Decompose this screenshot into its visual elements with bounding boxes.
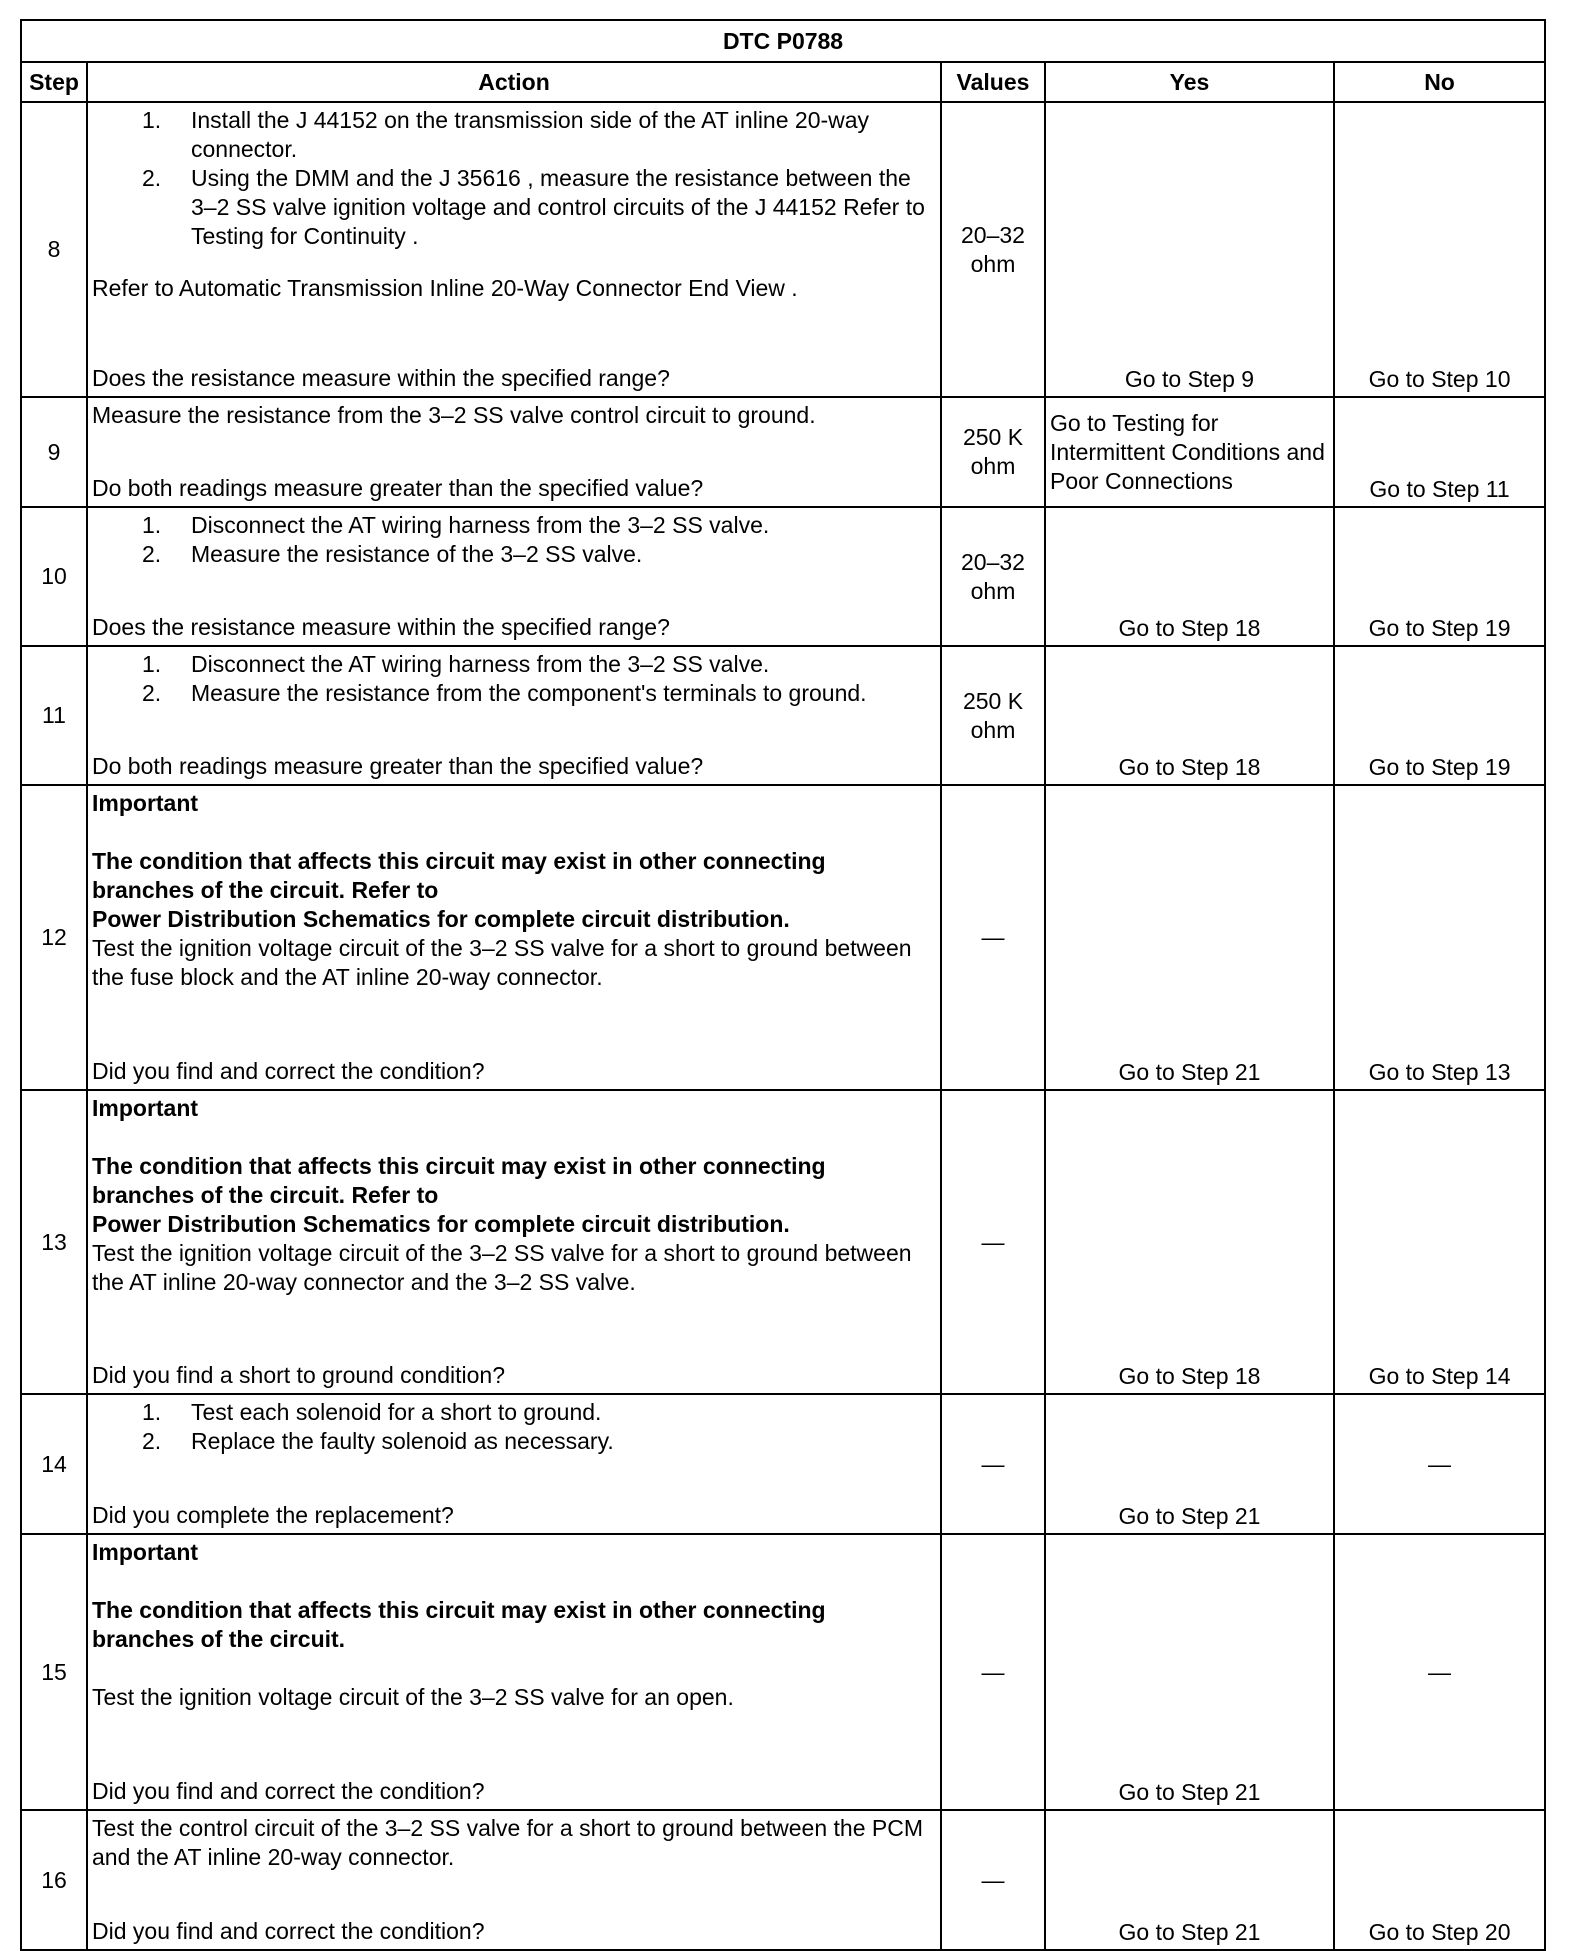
- warning-reference: Power Distribution Schematics for complete circuit distribution.: [92, 906, 790, 932]
- action-cell: [87, 102, 941, 397]
- question-text: Do both readings measure greater than the specified value?: [92, 475, 704, 501]
- value-cell: —: [941, 1534, 1045, 1810]
- question-text: Did you find a short to ground condition?: [92, 1362, 505, 1388]
- action-cell: [87, 397, 941, 507]
- yes-cell: Go to Step 9: [1045, 102, 1334, 397]
- table-row: [21, 1090, 1545, 1394]
- value-cell: 20–32 ohm: [941, 102, 1045, 397]
- table-row: [21, 102, 1545, 397]
- action-text: Measure the resistance from the 3–2 SS valve control circuit to ground.: [92, 402, 816, 428]
- table-row: [21, 1810, 1545, 1950]
- diagnostic-table: [20, 19, 1546, 1951]
- important-label: Important: [92, 790, 199, 816]
- value-cell: —: [941, 1394, 1045, 1534]
- table-row: [21, 397, 1545, 507]
- question-text: Does the resistance measure within the specified range?: [92, 614, 670, 640]
- no-cell: Go to Step 11: [1334, 397, 1545, 507]
- action-text: Test the ignition voltage circuit of the 3–2 SS valve for a short to ground between the fuse block and the AT inline 20-way connector.: [92, 935, 912, 990]
- header-step: Step: [21, 62, 87, 102]
- table-row: [21, 507, 1545, 646]
- value-cell: 250 K ohm: [941, 646, 1045, 785]
- value-cell: —: [941, 1810, 1045, 1950]
- header-values: Values: [941, 62, 1045, 102]
- no-cell: Go to Step 13: [1334, 785, 1545, 1090]
- no-cell: Go to Step 19: [1334, 507, 1545, 646]
- action-cell: [87, 1090, 941, 1394]
- question-text: Does the resistance measure within the specified range?: [92, 365, 670, 391]
- step-number: 9: [21, 397, 87, 507]
- list-item: 1. Disconnect the AT wiring harness from the 3–2 SS valve.: [142, 512, 770, 538]
- list-item: 1. Test each solenoid for a short to ground.: [142, 1399, 602, 1425]
- warning-text: The condition that affects this circuit may exist in other connecting branches of the circuit.: [92, 1597, 826, 1652]
- list-item: 2. Measure the resistance of the 3–2 SS valve.: [142, 541, 643, 567]
- list-item: 1. Disconnect the AT wiring harness from the 3–2 SS valve.: [142, 651, 770, 677]
- value-cell: —: [941, 1090, 1045, 1394]
- header-no: No: [1334, 62, 1545, 102]
- list-item: 2. Replace the faulty solenoid as necessary.: [142, 1428, 614, 1454]
- action-cell: [87, 1394, 941, 1534]
- no-cell: Go to Step 20: [1334, 1810, 1545, 1950]
- question-text: Did you complete the replacement?: [92, 1502, 454, 1528]
- action-cell: [87, 507, 941, 646]
- question-text: Did you find and correct the condition?: [92, 1918, 485, 1944]
- table-row: [21, 646, 1545, 785]
- list-item: 1. Install the J 44152 on the transmission side of the AT inline 20-way connector.: [142, 107, 870, 162]
- table-row: [21, 1394, 1545, 1534]
- step-number: 12: [21, 785, 87, 1090]
- warning-text: The condition that affects this circuit may exist in other connecting branches of the circuit. Refer to: [92, 1153, 826, 1208]
- document: [20, 19, 1544, 1951]
- action-text: Test the ignition voltage circuit of the 3–2 SS valve for a short to ground between the AT inline 20-way connector and the 3–2 SS valve.: [92, 1240, 912, 1295]
- yes-cell: Go to Step 18: [1045, 507, 1334, 646]
- action-cell: [87, 1810, 941, 1950]
- warning-text: The condition that affects this circuit may exist in other connecting branches of the circuit. Refer to: [92, 848, 826, 903]
- step-number: 10: [21, 507, 87, 646]
- yes-cell: Go to Step 18: [1045, 646, 1334, 785]
- reference-note: Refer to Automatic Transmission Inline 20-Way Connector End View .: [92, 275, 798, 301]
- table-row: [21, 1534, 1545, 1810]
- yes-cell: Go to Step 21: [1045, 1534, 1334, 1810]
- important-label: Important: [92, 1539, 199, 1565]
- step-number: 16: [21, 1810, 87, 1950]
- question-text: Do both readings measure greater than the specified value?: [92, 753, 704, 779]
- no-cell: —: [1334, 1394, 1545, 1534]
- step-number: 8: [21, 102, 87, 397]
- value-cell: —: [941, 785, 1045, 1090]
- header-yes: Yes: [1045, 62, 1334, 102]
- yes-cell: Go to Step 21: [1045, 785, 1334, 1090]
- yes-cell: Go to Step 21: [1045, 1810, 1334, 1950]
- yes-cell: Go to Step 18: [1045, 1090, 1334, 1394]
- action-text: Test the control circuit of the 3–2 SS valve for a short to ground between the PCM and the AT inline 20-way connector.: [92, 1815, 923, 1870]
- value-cell: 250 K ohm: [941, 397, 1045, 507]
- list-item: 2. Measure the resistance from the component's terminals to ground.: [142, 680, 867, 706]
- step-number: 11: [21, 646, 87, 785]
- no-cell: Go to Step 10: [1334, 102, 1545, 397]
- list-item: 2. Using the DMM and the J 35616 , measure the resistance between the 3–2 SS valve ignition voltage and control circuits of the J 44152 Refer to Testing for Continuity .: [142, 165, 925, 249]
- no-cell: Go to Step 14: [1334, 1090, 1545, 1394]
- question-text: Did you find and correct the condition?: [92, 1778, 485, 1804]
- action-text: Test the ignition voltage circuit of the 3–2 SS valve for an open.: [92, 1684, 734, 1710]
- header-action: Action: [87, 62, 941, 102]
- action-cell: [87, 646, 941, 785]
- warning-reference: Power Distribution Schematics for complete circuit distribution.: [92, 1211, 790, 1237]
- value-cell: 20–32 ohm: [941, 507, 1045, 646]
- table-title: DTC P0788: [21, 20, 1545, 62]
- step-number: 15: [21, 1534, 87, 1810]
- action-cell: [87, 785, 941, 1090]
- question-text: Did you find and correct the condition?: [92, 1058, 485, 1084]
- action-cell: [87, 1534, 941, 1810]
- table-row: [21, 785, 1545, 1090]
- no-cell: —: [1334, 1534, 1545, 1810]
- yes-cell: Go to Step 21: [1045, 1394, 1334, 1534]
- step-number: 14: [21, 1394, 87, 1534]
- important-label: Important: [92, 1095, 199, 1121]
- step-number: 13: [21, 1090, 87, 1394]
- no-cell: Go to Step 19: [1334, 646, 1545, 785]
- yes-cell: Go to Testing for Intermittent Conditions and Poor Connections: [1045, 397, 1334, 507]
